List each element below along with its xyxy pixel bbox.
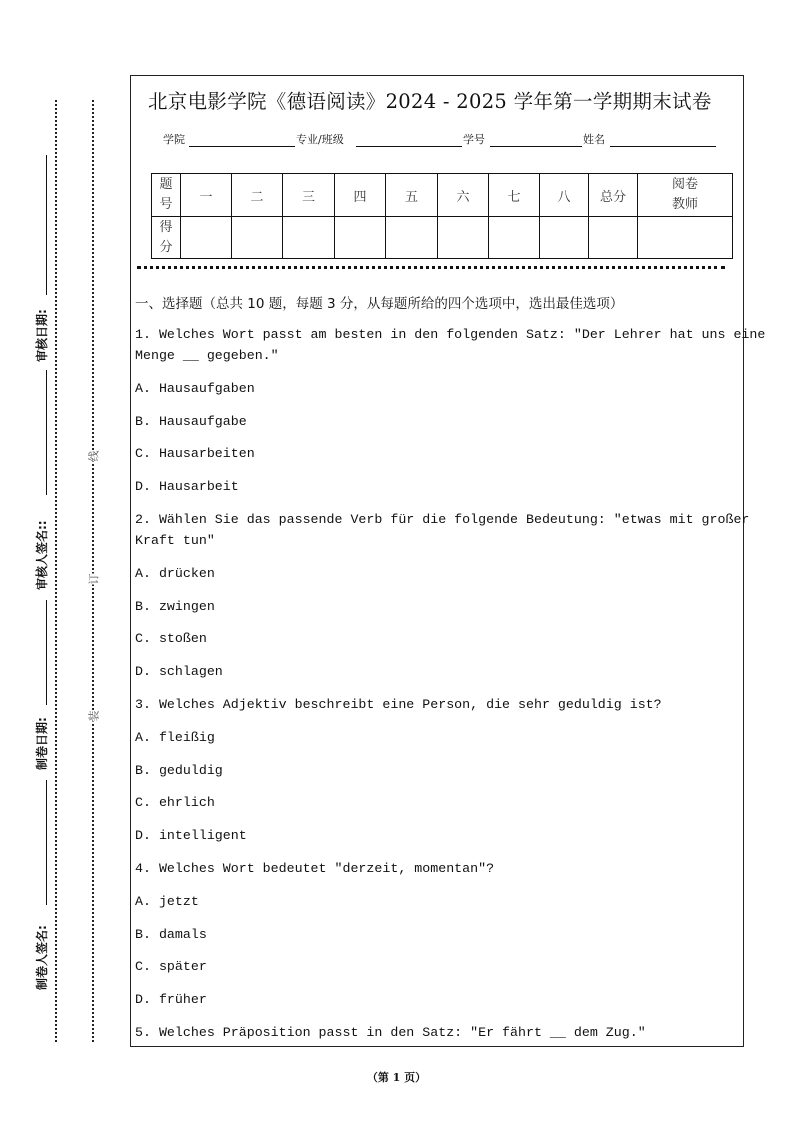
reviewer-sign-label: 审核人签名:: — [35, 520, 49, 590]
score-table — [151, 173, 733, 259]
question-line: C. Hausarbeiten — [135, 446, 255, 461]
review-date-label: 审核日期: — [35, 309, 49, 362]
college-field[interactable] — [189, 146, 295, 147]
header-cell: 八 — [540, 174, 589, 217]
score-cell[interactable] — [232, 217, 283, 259]
reviewer-sign-line — [46, 370, 47, 495]
question-line: Kraft tun" — [135, 533, 215, 548]
score-cell[interactable] — [283, 217, 335, 259]
question-line: D. Hausarbeit — [135, 479, 239, 494]
make-date-line — [46, 600, 47, 705]
question-line: A. Hausaufgaben — [135, 381, 255, 396]
score-cell[interactable] — [589, 217, 638, 259]
student-id-field[interactable] — [490, 146, 582, 147]
binding-dotted-line-outer — [55, 100, 57, 1042]
question-line: A. jetzt — [135, 894, 199, 909]
question-line: B. Hausaufgabe — [135, 414, 247, 429]
score-cell[interactable] — [540, 217, 589, 259]
header-cell: 总分 — [589, 174, 638, 217]
question-line: B. damals — [135, 927, 207, 942]
college-label: 学院 — [163, 133, 185, 146]
question-line: B. geduldig — [135, 763, 223, 778]
question-line: 1. Welches Wort passt am besten in den folgenden Satz: "Der Lehrer hat uns eine — [135, 327, 766, 342]
header-cell: 一 — [181, 174, 232, 217]
xian-mark: 线 — [87, 450, 101, 462]
header-cell: 六 — [438, 174, 489, 217]
question-line: D. früher — [135, 992, 207, 1007]
student-id-label: 学号 — [463, 133, 485, 146]
major-label: 专业/班级 — [296, 133, 344, 146]
question-line: 3. Welches Adjektiv beschreibt eine Person, die sehr geduldig ist? — [135, 697, 662, 712]
binding-dotted-line-inner — [92, 100, 94, 1042]
question-line: C. stoßen — [135, 631, 207, 646]
zhuang-mark: 装 — [87, 710, 101, 722]
question-line: A. drücken — [135, 566, 215, 581]
score-label: 得 分 — [152, 217, 181, 259]
maker-sign-label: 制卷人签名: — [35, 925, 49, 990]
maker-sign-line — [46, 780, 47, 905]
page-number: （第 1 页） — [366, 1071, 427, 1084]
review-date-line — [46, 155, 47, 295]
question-line: 4. Welches Wort bedeutet "derzeit, momentan"? — [135, 861, 495, 876]
header-cell: 四 — [335, 174, 386, 217]
question-line: Menge __ gegeben." — [135, 348, 279, 363]
name-field[interactable] — [610, 146, 716, 147]
score-cell[interactable] — [386, 217, 438, 259]
major-field[interactable] — [356, 146, 462, 147]
header-cell: 阅卷 教师 — [638, 174, 733, 217]
question-line: A. fleißig — [135, 730, 215, 745]
score-cell[interactable] — [489, 217, 540, 259]
page-title: 北京电影学院《德语阅读》2024 - 2025 学年第一学期期末试卷 — [148, 90, 712, 113]
section-heading: 一、选择题（总共 10 题，每题 3 分，从每题所给的四个选项中，选出最佳选项） — [135, 296, 624, 312]
header-cell: 二 — [232, 174, 283, 217]
question-line: D. schlagen — [135, 664, 223, 679]
question-line: C. ehrlich — [135, 795, 215, 810]
question-line: 5. Welches Präposition passt in den Satz: "Er fährt __ dem Zug." — [135, 1025, 646, 1040]
question-line: B. zwingen — [135, 599, 215, 614]
score-cell[interactable] — [335, 217, 386, 259]
question-line: D. intelligent — [135, 828, 247, 843]
question-line: C. später — [135, 959, 207, 974]
header-cell: 三 — [283, 174, 335, 217]
header-cell: 七 — [489, 174, 540, 217]
make-date-label: 制卷日期: — [35, 717, 49, 770]
score-cell[interactable] — [181, 217, 232, 259]
ding-mark: 订 — [87, 573, 101, 585]
separator-dotted — [137, 266, 725, 269]
question-line: 2. Wählen Sie das passende Verb für die folgende Bedeutung: "etwas mit großer — [135, 512, 750, 527]
score-cell[interactable] — [638, 217, 733, 259]
score-cell[interactable] — [438, 217, 489, 259]
header-cell: 五 — [386, 174, 438, 217]
name-label: 姓名 — [583, 133, 605, 146]
header-label: 题 号 — [152, 174, 181, 217]
